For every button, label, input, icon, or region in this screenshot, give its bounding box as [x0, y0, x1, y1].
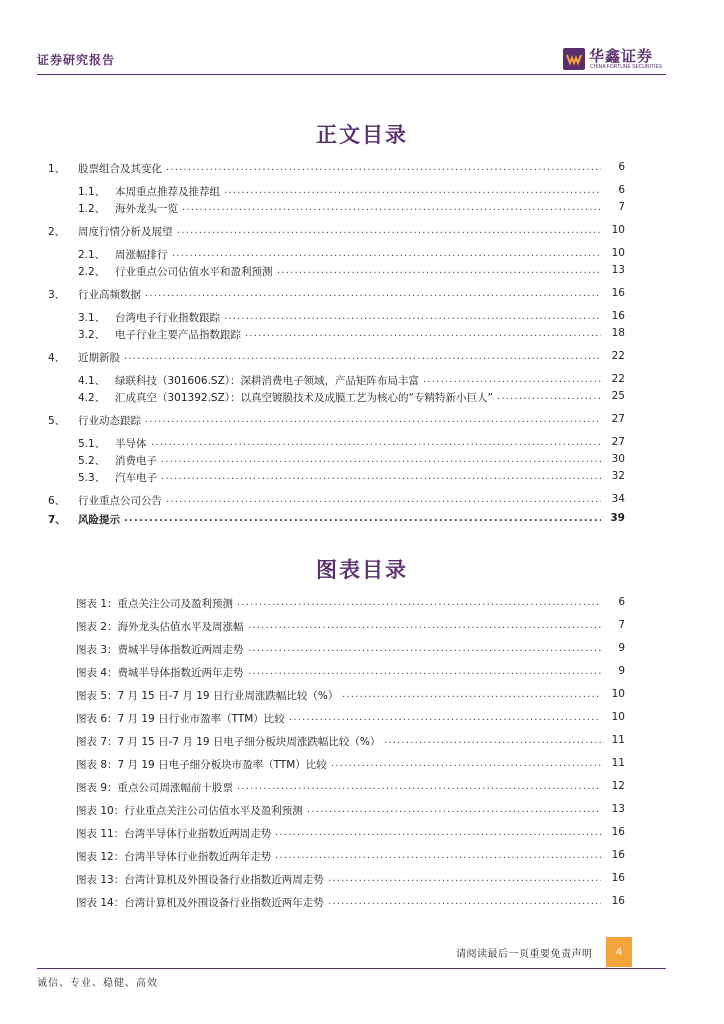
toc-entry-number: 1.2、 — [78, 203, 106, 215]
logo-chinese-name: 华鑫证券 — [589, 47, 654, 65]
figure-entry-title: 图表 11：台湾半导体行业指数近两周走势 — [76, 828, 272, 840]
toc-entry-page: 30 — [611, 453, 625, 465]
toc-entry-page: 34 — [611, 493, 625, 505]
toc-entry-page: 7 — [618, 201, 625, 213]
figure-entry[interactable] — [0, 688, 724, 704]
dot-leader — [177, 224, 601, 240]
toc-entry-number: 7、 — [48, 514, 66, 526]
toc-entry-number: 3、 — [48, 289, 66, 301]
dot-leader — [384, 734, 601, 750]
toc-entry-number: 2、 — [48, 226, 66, 238]
figure-entry-page: 10 — [611, 688, 625, 700]
toc-entry[interactable] — [0, 201, 724, 217]
toc-entry-page: 16 — [611, 287, 625, 299]
figure-entry-page: 9 — [618, 642, 625, 654]
toc-entry-number: 4.2、 — [78, 392, 106, 404]
toc-entry[interactable] — [0, 373, 724, 389]
figure-entry-title: 图表 10：行业重点关注公司估值水平及盈利预测 — [76, 805, 303, 817]
dot-leader — [342, 688, 601, 704]
toc-entry-page: 27 — [611, 436, 625, 448]
toc-entry-title: 近期新股 — [78, 352, 120, 364]
figure-entry[interactable] — [0, 849, 724, 865]
toc-entry-number: 5.1、 — [78, 438, 106, 450]
toc-entry-page: 13 — [611, 264, 625, 276]
toc-entry[interactable] — [0, 413, 724, 429]
figure-entry-page: 16 — [611, 895, 625, 907]
toc-entry-title: 台湾电子行业指数跟踪 — [115, 312, 220, 324]
dot-leader — [248, 642, 601, 658]
figure-entry-title: 图表 4：费城半导体指数近两年走势 — [76, 667, 244, 679]
figure-entry-page: 13 — [611, 803, 625, 815]
dot-leader — [289, 711, 601, 727]
figure-entry-title: 图表 5：7 月 15 日-7 月 19 日行业周涨跌幅比较（%） — [76, 690, 339, 702]
toc-entry-page: 25 — [611, 390, 625, 402]
dot-leader — [248, 665, 601, 681]
figure-entry[interactable] — [0, 872, 724, 888]
dot-leader — [275, 826, 601, 842]
figure-entry-title: 图表 6：7 月 19 日行业市盈率（TTM）比较 — [76, 713, 285, 725]
dot-leader — [172, 247, 601, 263]
dot-leader — [145, 413, 601, 429]
dot-leader — [166, 161, 601, 177]
figure-list-heading: 图表目录 — [316, 558, 408, 582]
toc-entry-number: 1.1、 — [78, 186, 106, 198]
logo-mark-icon — [563, 48, 585, 70]
toc-entry[interactable] — [0, 493, 724, 509]
toc-entry-number: 3.2、 — [78, 329, 106, 341]
dot-leader — [328, 872, 601, 888]
toc-entry-number: 1、 — [48, 163, 66, 175]
toc-entry[interactable] — [0, 224, 724, 240]
logo-english-name: CHINA FORTUNE SECURITIES — [590, 64, 663, 70]
toc-entry-page: 22 — [611, 373, 625, 385]
footer-divider — [37, 968, 666, 969]
page-number: 4 — [606, 937, 632, 967]
toc-entry-number: 5、 — [48, 415, 66, 427]
dot-leader — [423, 373, 601, 389]
figure-entry-page: 9 — [618, 665, 625, 677]
figure-entry[interactable] — [0, 780, 724, 796]
figure-entry-title: 图表 3：费城半导体指数近两周走势 — [76, 644, 244, 656]
figure-entry-title: 图表 2：海外龙头估值水平及周涨幅 — [76, 621, 244, 633]
dot-leader — [237, 780, 601, 796]
toc-entry-page: 10 — [611, 247, 625, 259]
figure-entry-page: 7 — [618, 619, 625, 631]
figure-entry[interactable] — [0, 895, 724, 911]
dot-leader — [166, 493, 601, 509]
toc-entry[interactable] — [0, 310, 724, 326]
toc-entry-title: 海外龙头一览 — [115, 203, 178, 215]
figure-entry-title: 图表 12：台湾半导体行业指数近两年走势 — [76, 851, 272, 863]
figure-entry-page: 10 — [611, 711, 625, 723]
toc-entry-title: 周度行情分析及展望 — [78, 226, 173, 238]
dot-leader — [161, 453, 601, 469]
figure-entry-title: 图表 14：台湾计算机及外围设备行业指数近两年走势 — [76, 897, 324, 909]
figure-entry[interactable] — [0, 711, 724, 727]
toc-entry-title: 行业重点公司估值水平和盈利预测 — [115, 266, 273, 278]
figure-entry[interactable] — [0, 803, 724, 819]
toc-entry[interactable] — [0, 390, 724, 406]
figure-entry[interactable] — [0, 826, 724, 842]
figure-entry-page: 12 — [611, 780, 625, 792]
figure-entry-page: 11 — [611, 734, 625, 746]
toc-entry-number: 6、 — [48, 495, 66, 507]
toc-entry-title: 行业重点公司公告 — [78, 495, 162, 507]
toc-entry[interactable] — [0, 453, 724, 469]
figure-entry-title: 图表 8：7 月 19 日电子细分板块市盈率（TTM）比较 — [76, 759, 327, 771]
toc-entry[interactable] — [0, 327, 724, 343]
figure-entry[interactable] — [0, 665, 724, 681]
toc-entry-page: 16 — [611, 310, 625, 322]
figure-entry-page: 11 — [611, 757, 625, 769]
toc-entry-title: 行业高频数据 — [78, 289, 141, 301]
toc-entry-title: 汇成真空（301392.SZ）：以真空镀膜技术及成膜工艺为核心的“专精特新小巨人” — [115, 392, 493, 404]
dot-leader — [331, 757, 601, 773]
dot-leader — [151, 436, 601, 452]
toc-entry-title: 风险提示 — [78, 514, 120, 526]
toc-entry-title: 消费电子 — [115, 455, 157, 467]
dot-leader — [497, 390, 601, 406]
figure-entry-title: 图表 9：重点公司周涨幅前十股票 — [76, 782, 234, 794]
report-type-label: 证券研究报告 — [37, 53, 116, 67]
toc-entry[interactable] — [0, 264, 724, 280]
toc-entry-title: 汽车电子 — [115, 472, 157, 484]
toc-entry-page: 6 — [618, 184, 625, 196]
toc-entry[interactable] — [0, 350, 724, 366]
toc-entry-page: 32 — [611, 470, 625, 482]
toc-entry-page: 22 — [611, 350, 625, 362]
dot-leader — [224, 310, 601, 326]
toc-entry-title: 本周重点推荐及推荐组 — [115, 186, 220, 198]
figure-entry-page: 16 — [611, 872, 625, 884]
toc-entry[interactable] — [0, 161, 724, 177]
figure-entry-page: 16 — [611, 826, 625, 838]
toc-entry[interactable] — [0, 184, 724, 200]
disclaimer-note: 请阅读最后一页重要免责声明 — [456, 949, 593, 960]
figure-entry-page: 6 — [618, 596, 625, 608]
toc-entry-title: 股票组合及其变化 — [78, 163, 162, 175]
toc-entry-number: 2.1、 — [78, 249, 106, 261]
toc-entry-title: 绿联科技（301606.SZ）：深耕消费电子领域，产品矩阵布局丰富 — [115, 375, 420, 387]
dot-leader — [161, 470, 601, 486]
toc-entry-number: 5.2、 — [78, 455, 106, 467]
company-motto: 诚信、专业、稳健、高效 — [37, 978, 158, 989]
dot-leader — [237, 596, 601, 612]
dot-leader — [245, 327, 601, 343]
toc-entry-number: 4、 — [48, 352, 66, 364]
toc-entry-number: 3.1、 — [78, 312, 106, 324]
toc-entry-page: 18 — [611, 327, 625, 339]
toc-entry[interactable] — [0, 436, 724, 452]
figure-entry-page: 16 — [611, 849, 625, 861]
toc-entry-page: 39 — [610, 512, 625, 524]
dot-leader — [145, 287, 601, 303]
figure-entry[interactable] — [0, 642, 724, 658]
toc-entry-title: 电子行业主要产品指数跟踪 — [115, 329, 241, 341]
dot-leader — [124, 350, 601, 366]
dot-leader — [328, 895, 601, 911]
dot-leader — [248, 619, 601, 635]
figure-entry-title: 图表 13：台湾计算机及外围设备行业指数近两周走势 — [76, 874, 324, 886]
figure-entry[interactable] — [0, 619, 724, 635]
toc-entry-page: 10 — [611, 224, 625, 236]
toc-entry-number: 2.2、 — [78, 266, 106, 278]
toc-entry[interactable] — [0, 247, 724, 263]
toc-entry-title: 行业动态跟踪 — [78, 415, 141, 427]
dot-leader — [277, 264, 601, 280]
dot-leader — [307, 803, 601, 819]
toc-entry[interactable] — [0, 287, 724, 303]
figure-entry[interactable] — [0, 596, 724, 612]
dot-leader — [224, 184, 601, 200]
toc-entry-number: 4.1、 — [78, 375, 106, 387]
toc-heading: 正文目录 — [316, 123, 408, 147]
figure-entry[interactable] — [0, 757, 724, 773]
toc-entry-number: 5.3、 — [78, 472, 106, 484]
toc-entry[interactable] — [0, 512, 724, 528]
company-logo — [563, 47, 663, 73]
toc-entry-title: 半导体 — [115, 438, 147, 450]
dot-leader — [124, 512, 601, 528]
header-divider — [37, 74, 666, 75]
dot-leader — [182, 201, 601, 217]
toc-entry-page: 6 — [618, 161, 625, 173]
toc-entry[interactable] — [0, 470, 724, 486]
figure-entry-title: 图表 1：重点关注公司及盈利预测 — [76, 598, 234, 610]
dot-leader — [275, 849, 601, 865]
toc-entry-page: 27 — [611, 413, 625, 425]
figure-entry[interactable] — [0, 734, 724, 750]
figure-entry-title: 图表 7：7 月 15 日-7 月 19 日电子细分板块周涨跌幅比较（%） — [76, 736, 381, 748]
toc-entry-title: 周涨幅排行 — [115, 249, 168, 261]
